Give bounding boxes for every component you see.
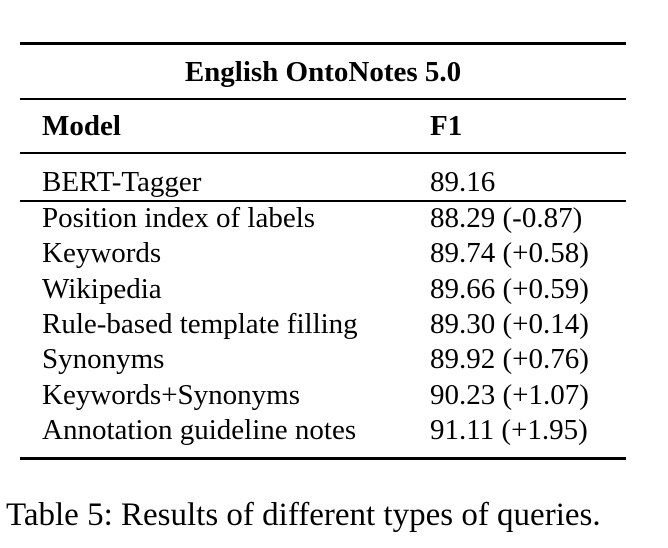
table-row [0,200,668,236]
model-cell: Synonyms [42,343,165,375]
f1-cell: 89.16 [430,166,496,198]
header-rule [20,152,626,154]
header-f1: F1 [430,110,463,142]
model-cell: Annotation guideline notes [42,414,357,446]
table-row-baseline [0,164,668,200]
table-caption: Table 5: Results of different types of queries. [6,497,601,533]
top-rule [20,42,626,45]
f1-cell: 91.11 (+1.95) [430,414,588,446]
bottom-rule [20,457,626,460]
f1-cell: 89.92 (+0.76) [430,343,589,375]
f1-cell: 89.74 (+0.58) [430,237,589,269]
f1-cell: 89.66 (+0.59) [430,273,589,305]
model-cell: Wikipedia [42,273,162,305]
model-cell: Rule-based template filling [42,308,358,340]
model-cell: Position index of labels [42,202,316,234]
table-row [0,306,668,342]
table-row [0,377,668,413]
model-cell: BERT-Tagger [42,166,202,198]
table-row [0,412,668,448]
table-title: English OntoNotes 5.0 [184,56,462,88]
f1-cell: 89.30 (+0.14) [430,308,589,340]
title-rule [20,98,626,100]
f1-cell: 90.23 (+1.07) [430,379,589,411]
table-row [0,341,668,377]
table-row [0,235,668,271]
f1-cell: 88.29 (-0.87) [430,202,583,234]
table-row [0,271,668,307]
model-cell: Keywords+Synonyms [42,379,301,411]
header-model: Model [42,110,121,142]
model-cell: Keywords [42,237,162,269]
